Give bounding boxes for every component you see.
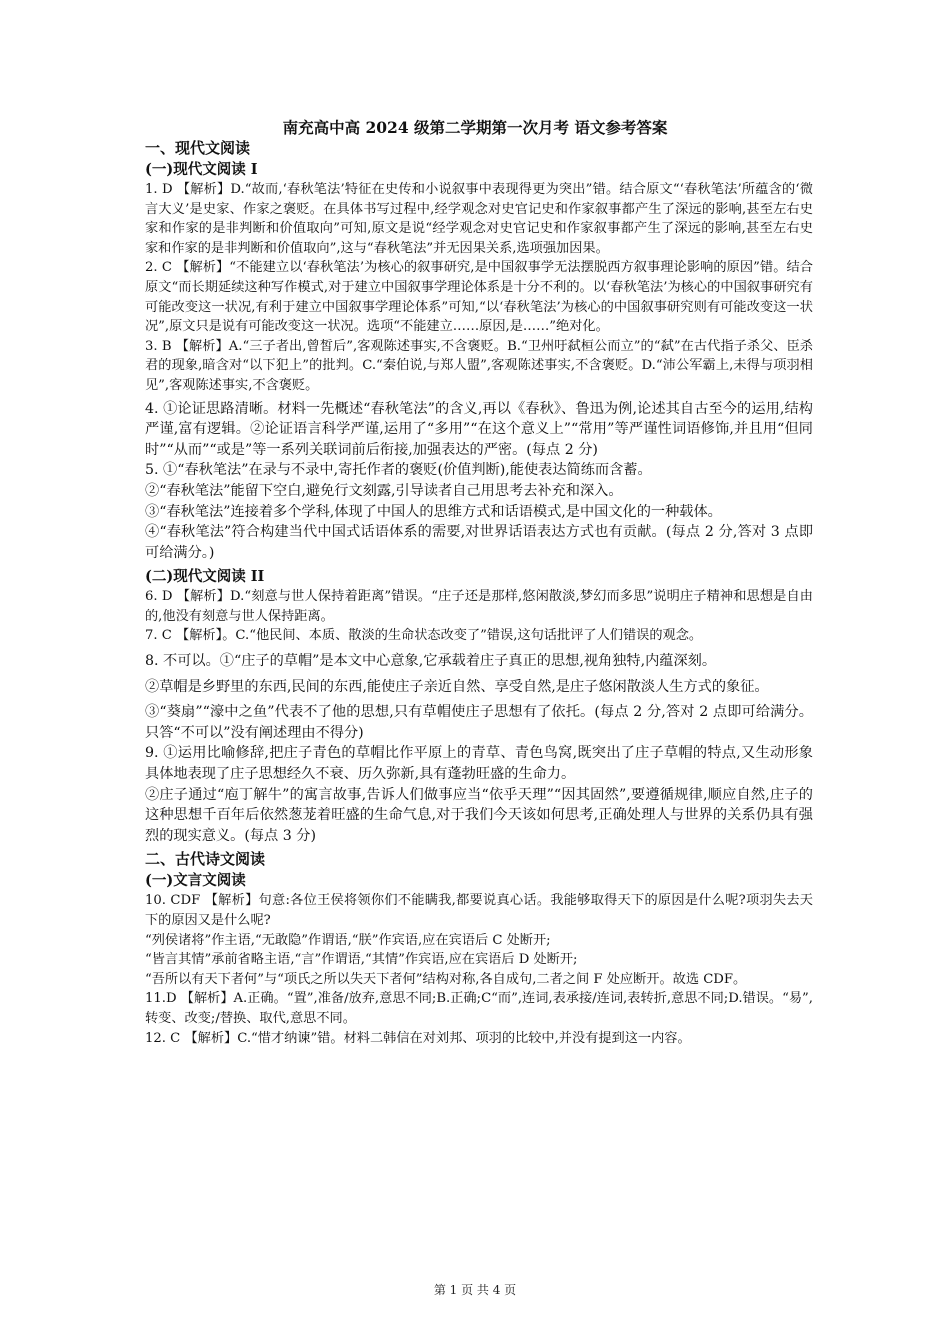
answer-q7: 7. C 【解析】。C.“他民间、本质、散淡的生命状态改变了”错误,这句话批评了人们错误的观念。 — [145, 628, 703, 644]
subsection-heading-classical-prose: (一)文言文阅读 — [145, 872, 246, 890]
answer-q4: 4. ①论证思路清晰。材料一先概述“春秋笔法”的含义,再以《春秋》、鲁迅为例,论述其自古至今的运用,结构严谨,富有逻辑。②论证语言科学严谨,运用了“多用”“在这个意义上”“常用”等严谨性词语修饰,并且用“但同时”“从而”“或是”等一系列关联词前后衔接,加强表达的严密。(每点 2 分) — [145, 400, 813, 458]
answer-q12: 12. C 【解析】C.“惜才纳谏”错。材料二韩信在对刘邦、项羽的比较中,并没有提到这一内容。 — [145, 1030, 691, 1046]
answer-q2: 2. C 【解析】“不能建立以‘春秋笔法’为核心的叙事研究,是中国叙事学无法摆脱西方叙事理论影响的原因”错。结合原文“而长期延续这种写作模式,对于建立中国叙事学理论体系是十分不利的。以‘春秋笔法’为核心的中国叙事研究有可能改变这一状况,有利于建立中国叙事学理论体系”可知,“以‘春秋笔法’为核心的中国叙事研究则有可能改变这一状况”,原文只是说有可能改变这一状况。选项“不能建立……原因,是……”绝对化。 — [145, 260, 813, 335]
answer-q5-point-4: ④“春秋笔法”符合构建当代中国式话语体系的需要,对世界话语表达方式也有贡献。(每点 2 分,答对 3 点即可给满分。) — [145, 524, 814, 561]
answer-q8-point-1: 8. 不可以。①“庄子的草帽”是本文中心意象,它承载着庄子真正的思想,视角独特,内蕴深刻。 — [145, 653, 717, 670]
answer-q9-point-1: 9. ①运用比喻修辞,把庄子青色的草帽比作平原上的青草、青色鸟窝,既突出了庄子草帽的特点,又生动形象具体地表现了庄子思想经久不衰、历久弥新,具有蓬勃旺盛的生命力。 — [145, 745, 813, 783]
answer-q9-point-2: ②庄子通过“庖丁解牛”的寓言故事,告诉人们做事应当“依乎天理”“因其固然”,要遵循规律,顺应自然,庄子的这种思想千百年后依然葱茏着旺盛的生命气息,对于我们今天该如何思考,正确处理人与世界的关系仍具有强烈的现实意义。(每点 3 分) — [145, 786, 813, 844]
answer-q10-break-f: “吾所以有天下者何”与“项氏之所以失天下者何”结构对称,各自成句,二者之间 F 处应断开。故选 CDF。 — [145, 971, 747, 987]
answer-q5-point-2: ②“春秋笔法”能留下空白,避免行文刻露,引导读者自己用思考去补充和深入。 — [145, 482, 623, 499]
answer-q6: 6. D 【解析】D.“刻意与世人保持着距离”错误。“庄子还是那样,悠闲散淡,梦幻而多思”说明庄子精神和思想是自由的,他没有刻意与世人保持距离。 — [145, 589, 813, 624]
answer-q1: 1. D 【解析】D.“故而,‘春秋笔法’特征在史传和小说叙事中表现得更为突出”错。结合原文“‘春秋笔法’所蕴含的‘微言大义’是史家、作家之褒贬。在具体书写过程中,经学观念对史官记史和作家叙事都产生了深远的影响,甚至左右史家和作家的是非判断和价值取向”可知,原文是说“经学观念对史官记史和作家叙事都产生了深远的影响,甚至左右史家和作家的是非判断和价值取向”,这与“春秋笔法”并无因果关系,选项强加因果。 — [145, 182, 813, 256]
answer-q5-point-1: 5. ①“春秋笔法”在录与不录中,寄托作者的褒贬(价值判断),能使表达简练而含蓄。 — [145, 462, 652, 479]
answer-q10-break-d: “皆言其情”承前省略主语,“言”作谓语,“其情”作宾语,应在宾语后 D 处断开; — [145, 952, 578, 968]
subsection-heading-reading-1: (一)现代文阅读 I — [145, 161, 258, 178]
answer-q11: 11.D 【解析】A.正确。“置”,准备/放弃,意思不同;B.正确;C“而”,连词,表承接/连词,表转折,意思不同;D.错误。“易”,转变、改变;/替换、取代,意思不同。 — [145, 991, 813, 1026]
section-heading-modern-reading: 一、现代文阅读 — [145, 139, 251, 157]
section-heading-classical-reading: 二、古代诗文阅读 — [145, 850, 266, 869]
answer-q10-break-c: “列侯诸将”作主语,“无敢隐”作谓语,“朕”作宾语,应在宾语后 C 处断开; — [145, 932, 551, 948]
answer-q8-point-2: ②草帽是乡野里的东西,民间的东西,能使庄子亲近自然、享受自然,是庄子悠闲散淡人生方式的象征。 — [145, 678, 769, 695]
document-title: 南充高中高 2024 级第二学期第一次月考 语文参考答案 — [282, 118, 668, 137]
answer-q10-sentence-meaning: 10. CDF 【解析】句意:各位王侯将领你们不能瞒我,都要说真心话。我能够取得天下的原因是什么呢?项羽失去天下的原因又是什么呢? — [145, 893, 813, 928]
subsection-heading-reading-2: (二)现代文阅读 II — [145, 568, 265, 586]
document-body — [145, 138, 813, 1048]
answer-q3: 3. B 【解析】A.“三子者出,曾皙后”,客观陈述事实,不含褒贬。B.“卫州吁弑桓公而立”的“弑”在古代指子杀父、臣杀君的现象,暗含对“以下犯上”的批判。C.“秦伯说,与郑人盟”,客观陈述事实,不含褒贬。D.“沛公军霸上,未得与项羽相见”,客观陈述事实,不含褒贬。 — [145, 338, 813, 393]
answer-q5-point-3: ③“春秋笔法”连接着多个学科,体现了中国人的思维方式和话语模式,是中国文化的一种载体。 — [145, 503, 722, 520]
page-number-footer: 第 1 页 共 4 页 — [433, 1283, 517, 1297]
answer-q8-point-3: ③“葵扇”“濠中之鱼”代表不了他的思想,只有草帽使庄子思想有了依托。(每点 2 分,答对 2 点即可给满分。只答“不可以”没有阐述理由不得分) — [145, 704, 813, 741]
